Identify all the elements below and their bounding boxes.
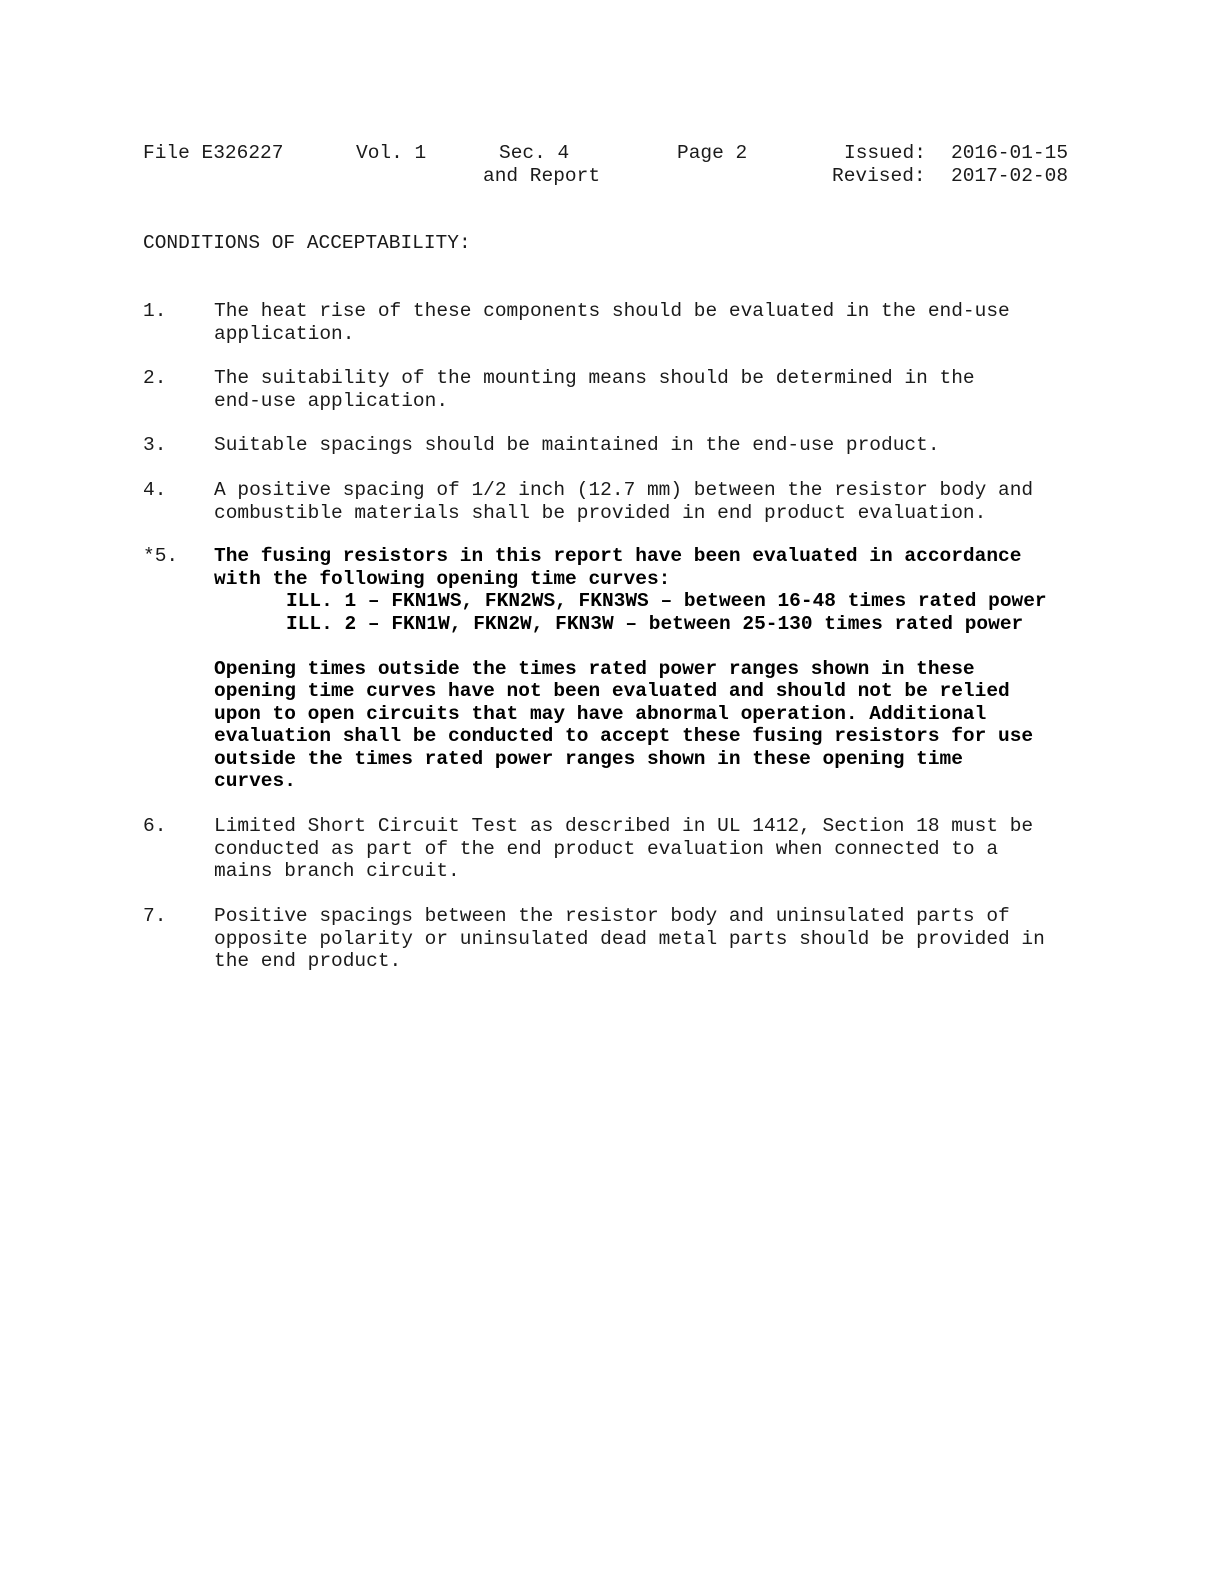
section-subtitle: and Report [483, 165, 601, 187]
item-line: mains branch circuit. [214, 860, 460, 882]
item-line: outside the times rated power ranges shown in these opening time [214, 747, 963, 770]
revised-date: 2017-02-08 [951, 165, 1069, 187]
item-number: 1. [143, 300, 167, 322]
section-number: Sec. 4 [499, 142, 570, 164]
illustration-reference: ILL. 2 – FKN1W, FKN2W, FKN3W – between 25-130 times rated power [286, 612, 1024, 635]
item-line: upon to open circuits that may have abnormal operation. Additional [214, 702, 987, 725]
file-number: File E326227 [143, 142, 284, 164]
issued-label: Issued: [844, 142, 926, 164]
item-number: 7. [143, 905, 167, 927]
condition-item-1 [143, 300, 1103, 345]
item-line: The fusing resistors in this report have been evaluated in accordance [214, 545, 1022, 567]
item-line: application. [214, 322, 355, 345]
condition-item-2 [143, 367, 1103, 412]
condition-item-7 [143, 905, 1103, 973]
item-line: Positive spacings between the resistor body and uninsulated parts of [214, 905, 1010, 927]
item-line: A positive spacing of 1/2 inch (12.7 mm) between the resistor body and [214, 479, 1034, 501]
item-line: the end product. [214, 950, 402, 972]
section-heading: CONDITIONS OF ACCEPTABILITY: [143, 232, 471, 254]
item-line: combustible materials shall be provided in end product evaluation. [214, 501, 987, 524]
item-line: Opening times outside the times rated power ranges shown in these [214, 657, 975, 680]
condition-item-4 [143, 479, 1103, 524]
item-line: evaluation shall be conducted to accept these fusing resistors for use [214, 725, 1034, 747]
item-number: 4. [143, 479, 167, 501]
condition-item-5 [143, 545, 1103, 793]
item-line: opening time curves have not been evaluated and should not be relied [214, 680, 1010, 702]
condition-item-6 [143, 815, 1103, 883]
condition-item-3 [143, 434, 1103, 457]
page-number: Page 2 [677, 142, 748, 164]
volume-number: Vol. 1 [356, 142, 427, 164]
item-line: with the following opening time curves: [214, 567, 671, 590]
item-line: The heat rise of these components should be evaluated in the end-use [214, 300, 1010, 322]
item-line: end-use application. [214, 389, 449, 412]
revised-label: Revised: [832, 165, 926, 187]
item-number: 6. [143, 815, 167, 837]
item-line: opposite polarity or uninsulated dead metal parts should be provided in [214, 927, 1045, 950]
item-line: conducted as part of the end product evaluation when connected to a [214, 837, 999, 860]
item-line: Limited Short Circuit Test as described in UL 1412, Section 18 must be [214, 815, 1034, 837]
item-number: 3. [143, 434, 167, 456]
item-number: *5. [143, 545, 179, 567]
item-number: 2. [143, 367, 167, 389]
illustration-reference: ILL. 1 – FKN1WS, FKN2WS, FKN3WS – between 16-48 times rated power [286, 590, 1047, 612]
item-line: The suitability of the mounting means should be determined in the [214, 367, 975, 389]
item-line: Suitable spacings should be maintained in the end-use product. [214, 434, 940, 456]
issued-date: 2016-01-15 [951, 142, 1069, 164]
item-line: curves. [214, 770, 296, 792]
